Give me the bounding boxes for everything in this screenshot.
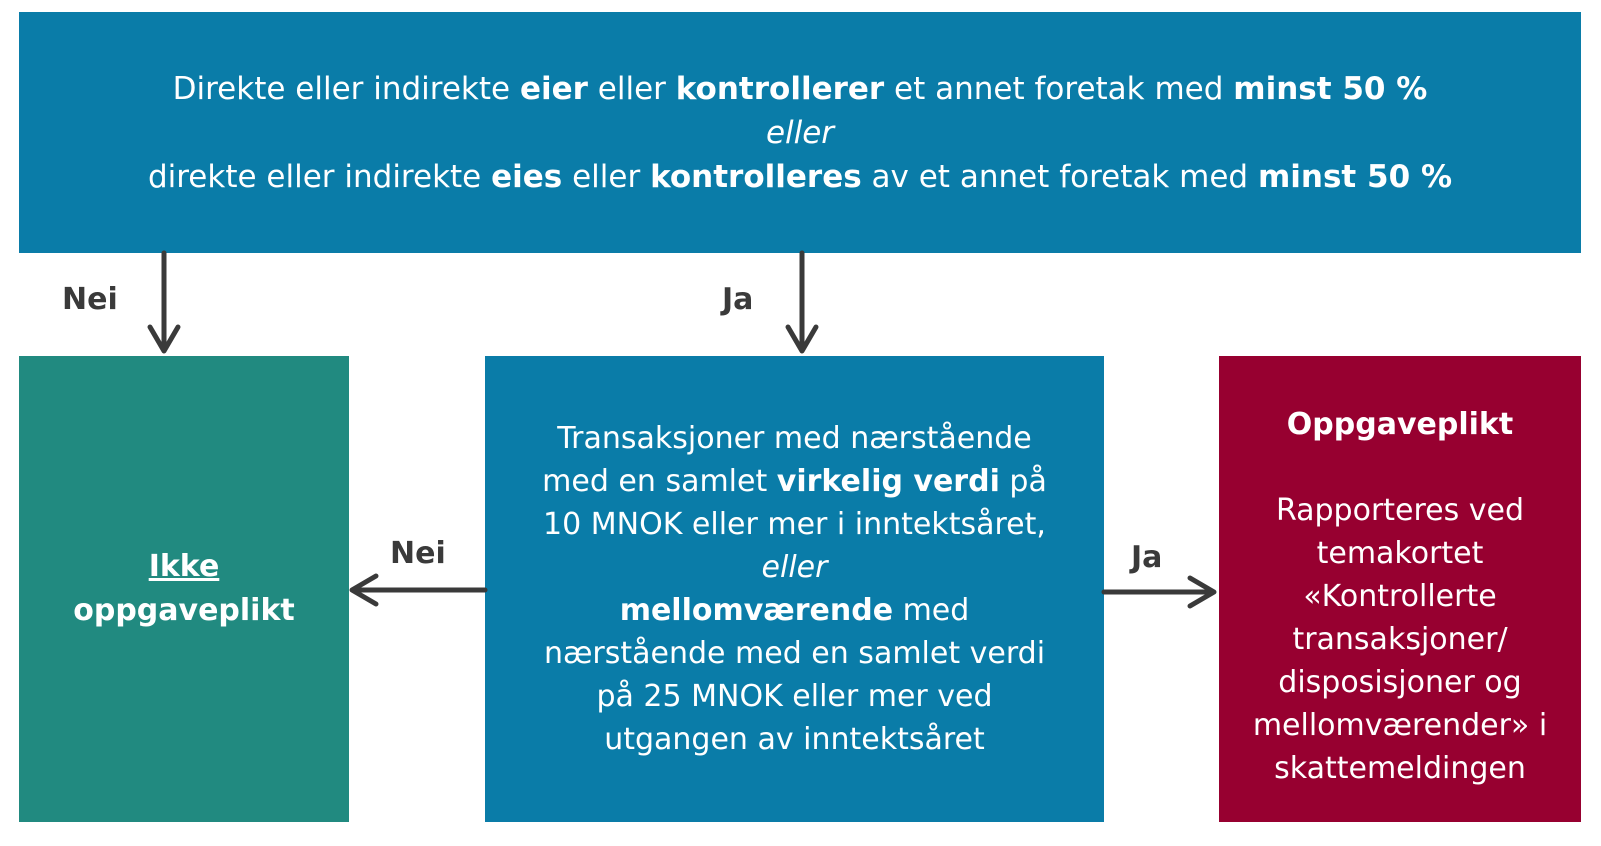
threshold-line-1: Transaksjoner med nærstående	[557, 421, 1032, 456]
threshold-line-6: nærstående med en samlet verdi	[543, 636, 1046, 671]
obligation-line: disposisjoner og	[1278, 665, 1522, 700]
label-top-nei: Nei	[62, 282, 118, 317]
no-obligation-label: oppgaveplikt	[73, 593, 295, 628]
arrow-top-ja	[788, 253, 816, 351]
ownership-criteria-line-3: direkte eller indirekte eies eller kontrolleres av et annet foretak med minst 50 %	[147, 158, 1453, 195]
arrow-top-nei	[150, 253, 178, 351]
arrow-mid-ja	[1104, 578, 1214, 606]
threshold-line-7: på 25 MNOK eller mer ved	[596, 679, 993, 714]
label-mid-ja: Ja	[1131, 540, 1163, 575]
obligation-line: transaksjoner/	[1292, 622, 1508, 657]
no-obligation-ikke: Ikke	[148, 549, 220, 584]
obligation-line: temakortet	[1316, 536, 1484, 571]
arrow-mid-nei	[352, 576, 485, 604]
threshold-line-2: med en samlet virkelig verdi på	[542, 464, 1047, 499]
ownership-criteria-line-1: Direkte eller indirekte eier eller kontrollerer et annet foretak med minst 50 %	[172, 70, 1428, 107]
obligation-line: «Kontrollerte	[1303, 579, 1497, 614]
threshold-line-3: 10 MNOK eller mer i inntektsåret,	[543, 507, 1046, 542]
label-mid-nei: Nei	[390, 536, 446, 571]
obligation-line: mellomværender» i	[1252, 708, 1548, 743]
obligation-line: Rapporteres ved	[1275, 493, 1525, 528]
threshold-line-8: utgangen av inntektsåret	[604, 722, 985, 757]
obligation-title: Oppgaveplikt	[1286, 407, 1514, 442]
obligation-line: skattemeldingen	[1274, 751, 1526, 786]
label-top-ja: Ja	[722, 282, 754, 317]
threshold-or: eller	[761, 550, 828, 585]
threshold-line-5: mellomværende med	[619, 593, 970, 628]
ownership-criteria-or: eller	[765, 114, 835, 151]
